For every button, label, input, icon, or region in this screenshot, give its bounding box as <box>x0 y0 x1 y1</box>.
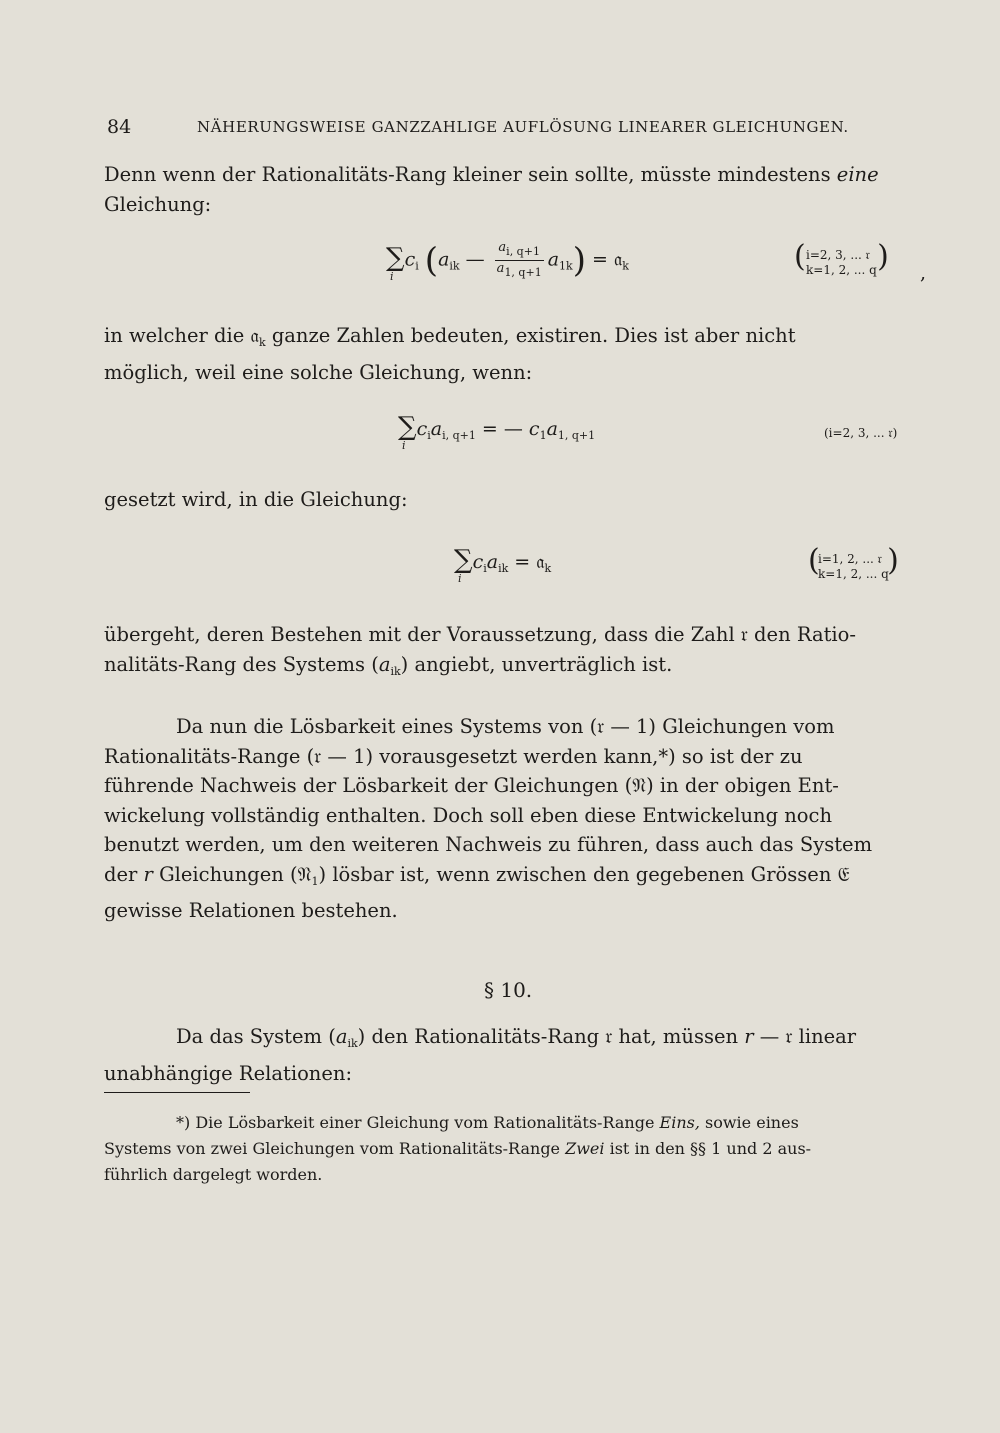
open-paren: ( <box>808 543 820 578</box>
var-a: a <box>430 418 443 440</box>
footnote <box>104 1110 922 1188</box>
footnote-line: führlich dargelegt worden. <box>104 1165 323 1184</box>
var-frak-a: 𝔞 <box>536 551 545 573</box>
text-line: möglich, weil eine solche Gleichung, wenn: <box>104 360 533 384</box>
var-frak-a: 𝔞 <box>250 324 259 347</box>
equation-3 <box>454 545 552 585</box>
sum-symbol <box>454 545 473 585</box>
text-line: übergeht, deren Bestehen mit der Voraussetzung, dass die Zahl 𝔯 den Ratio- <box>104 623 856 646</box>
open-paren: ( <box>424 240 439 281</box>
section-heading: § 10. <box>484 978 533 1002</box>
equation-2 <box>398 412 596 452</box>
trailing-comma: , <box>920 262 927 284</box>
index-range-line: i=1, 2, ... 𝔯 <box>818 552 882 566</box>
index-range-line: k=1, 2, ... q <box>806 263 877 277</box>
text-span: in welcher die <box>104 324 251 347</box>
text-line <box>104 650 926 687</box>
var-a: a <box>486 551 499 573</box>
emphasis-text: Zwei <box>565 1139 605 1158</box>
fraction <box>495 240 544 281</box>
var-c: c <box>404 248 416 271</box>
close-paren: ) <box>572 240 586 281</box>
var-a: a <box>378 652 391 676</box>
var-c: c <box>416 418 428 440</box>
text-span <box>104 321 796 358</box>
var-frak-a: 𝔞 <box>613 248 623 271</box>
subscript: 1k <box>559 259 573 273</box>
subscript: k <box>544 562 552 575</box>
text-span: ganze Zahlen bedeuten, existiren. Dies ist aber nicht <box>265 324 796 347</box>
text-span: Systems von zwei Gleichungen vom Rationalitäts-Range <box>104 1139 566 1158</box>
text-line: Rationalitäts-Range (𝔯 — 1) vorausgesetzt werden kann,*) so ist der zu <box>104 744 803 768</box>
sum-index: i <box>458 572 462 585</box>
var-r: r <box>143 862 153 886</box>
text-span: der <box>104 862 144 886</box>
sum-symbol <box>398 412 417 452</box>
var-c: c <box>472 551 484 573</box>
var-a: a <box>546 418 558 440</box>
paragraph-2 <box>104 321 926 387</box>
text-span: sowie eines <box>699 1113 799 1132</box>
var-a: a <box>498 240 507 255</box>
text-line: gewisse Relationen bestehen. <box>104 899 398 922</box>
var-a: a <box>438 248 450 271</box>
equals-sign: = — <box>475 418 529 440</box>
text-line: benutzt werden, um den weiteren Nachweis zu führen, dass auch das System <box>104 833 873 856</box>
footnote-line <box>104 1110 922 1136</box>
text-span: ) lösbar ist, wenn zwischen den gegebenen Grössen 𝔈 <box>318 862 850 886</box>
numerator <box>495 240 544 261</box>
sum-symbol <box>386 242 405 283</box>
index-range-1 <box>794 239 889 278</box>
equals-sign: = <box>585 248 614 271</box>
sum-index: i <box>402 439 406 452</box>
index-range-line: i=2, 3, ... 𝔯 <box>806 248 870 262</box>
text-span: Gleichungen (𝔑 <box>152 862 312 886</box>
text-line <box>104 321 926 358</box>
subscript: i, q+1 <box>442 429 476 442</box>
text-line <box>104 860 926 897</box>
paragraph-intro <box>104 160 926 219</box>
subscript: k <box>258 336 266 349</box>
subscript: 1 <box>311 874 319 888</box>
index-range-2: (i=2, 3, ... 𝔯) <box>824 426 898 440</box>
subscript: i <box>483 562 487 575</box>
index-range-3 <box>808 543 899 582</box>
var-a: a <box>547 248 560 271</box>
denominator <box>495 261 544 281</box>
equals-sign: = <box>508 551 537 573</box>
paragraph-5 <box>104 712 926 926</box>
subscript: i, q+1 <box>506 245 540 258</box>
sum-glyph: ∑ <box>398 412 417 442</box>
close-paren: ) <box>877 239 889 274</box>
emphasis-text: eine <box>836 163 879 186</box>
subscript: k <box>622 259 629 273</box>
text-span: — 𝔯 linear <box>753 1025 857 1048</box>
sum-index: i <box>390 269 394 283</box>
footnote-rule <box>104 1092 250 1093</box>
footnote-line <box>104 1136 922 1162</box>
open-paren: ( <box>794 239 806 274</box>
subscript: ik <box>449 259 460 273</box>
text-span: Denn wenn der Rationalitäts-Rang kleiner sein sollte, müsste mindestens <box>104 163 837 186</box>
subscript: 1, q+1 <box>504 266 542 279</box>
var-a: a <box>335 1025 348 1048</box>
text-line: Gleichung: <box>104 192 212 216</box>
equation-1 <box>386 240 629 281</box>
text-line: führende Nachweis der Lösbarkeit der Gleichungen (𝔑) in der obigen Ent- <box>104 774 839 797</box>
text-span: *) Die Lösbarkeit einer Gleichung vom Rationalitäts-Range <box>176 1113 660 1132</box>
index-range-line: k=1, 2, ... q <box>818 567 889 581</box>
subscript: i <box>415 259 419 273</box>
running-title: NÄHERUNGSWEISE GANZZAHLIGE AUFLÖSUNG LINEARER GLEICHUNGEN. <box>197 118 849 136</box>
text-line: Da nun die Lösbarkeit eines Systems von (𝔯 — 1) Gleichungen vom <box>176 715 835 738</box>
text-span: Da das System ( <box>176 1025 336 1048</box>
subscript: 1 <box>539 429 547 442</box>
text-span: ist in den §§ 1 und 2 aus- <box>604 1139 812 1158</box>
subscript: i <box>427 429 431 442</box>
page-number: 84 <box>107 116 132 138</box>
text-span: ) angiebt, unverträglich ist. <box>400 652 673 676</box>
text-span: ) den Rationalitäts-Rang 𝔯 hat, müssen <box>357 1025 745 1048</box>
minus-sign: — <box>459 248 491 271</box>
subscript: ik <box>390 664 401 678</box>
subscript: ik <box>347 1037 358 1050</box>
sum-glyph: ∑ <box>454 545 473 575</box>
var-a: a <box>496 261 505 276</box>
var-r: r <box>744 1025 754 1048</box>
var-c: c <box>528 418 540 440</box>
paragraph-3 <box>104 485 926 515</box>
subscript: ik <box>498 562 509 575</box>
text-line: unabhängige Relationen: <box>104 1061 353 1085</box>
subscript: 1, q+1 <box>557 429 596 442</box>
emphasis-text: Eins, <box>659 1113 700 1132</box>
text-line: wickelung vollständig enthalten. Doch soll eben diese Entwickelung noch <box>104 803 833 827</box>
close-paren: ) <box>887 543 899 578</box>
paragraph-6 <box>104 1022 926 1088</box>
paragraph-4 <box>104 620 926 686</box>
text-line <box>104 1022 926 1059</box>
text-span: nalitäts-Rang des Systems ( <box>104 652 379 676</box>
text-line: gesetzt wird, in die Gleichung: <box>104 488 408 511</box>
sum-glyph: ∑ <box>386 242 405 273</box>
